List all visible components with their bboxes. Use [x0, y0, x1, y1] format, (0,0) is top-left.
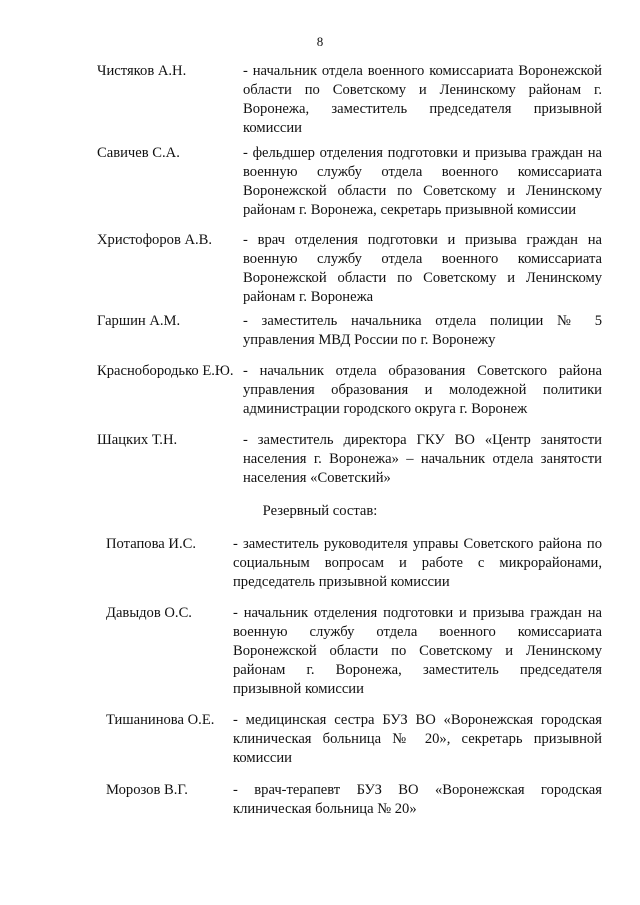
member-name: Савичев С.А. [97, 145, 180, 161]
member-description: - начальник отдела военного комиссариата Воронежской области по Советскому и Ленинскому районам г. Воронежа, заместитель председателя призывной комиссии [243, 63, 602, 136]
member-name: Краснобородько Е.Ю. [97, 363, 234, 379]
member-name: Морозов В.Г. [106, 782, 188, 798]
member-name: Христофоров А.В. [97, 232, 213, 248]
member-description: - начальник отделения подготовки и призыва граждан на военную службу отдела военного комиссариата Воронежской области по Советскому и Ленинскому районам г. Воронежа, заместитель председателя призывной комиссии [233, 605, 602, 697]
member-name: Шацких Т.Н. [97, 432, 178, 448]
member-description: - врач-терапевт БУЗ ВО «Воронежская городская клиническая больница № 20» [233, 782, 602, 817]
member-name: Потапова И.С. [106, 536, 196, 552]
member-name: Чистяков А.Н. [97, 63, 187, 79]
member-description: - медицинская сестра БУЗ ВО «Воронежская городская клиническая больница № 20», секретарь призывной комиссии [233, 712, 602, 766]
member-description: - начальник отдела образования Советского района управления образования и молодежной политики администрации городского округа г. Воронеж [243, 363, 602, 417]
member-description: - фельдшер отделения подготовки и призыва граждан на военную службу отдела военного комиссариата Воронежской области по Советскому и Ленинскому районам г. Воронежа, секретарь призывной комиссии [243, 145, 602, 218]
member-description: - заместитель начальника отдела полиции № 5 управления МВД России по г. Воронежу [243, 313, 602, 348]
member-name: Гаршин А.М. [97, 313, 181, 329]
member-name: Тишанинова О.Е. [106, 712, 215, 728]
member-description: - заместитель руководителя управы Советского района по социальным вопросам и работе с микрорайонами, председатель призывной комиссии [233, 536, 602, 590]
page-number: 8 [316, 34, 324, 49]
member-description: - врач отделения подготовки и призыва граждан на военную службу отдела военного комиссариата Воронежской области по Советскому и Ленинскому районам г. Воронежа [243, 232, 602, 305]
member-name: Давыдов О.С. [106, 605, 192, 621]
member-description: - заместитель директора ГКУ ВО «Центр занятости населения г. Воронежа» – начальник отдела занятости населения «Советский» [243, 432, 602, 486]
reserve-section-title: Резервный состав: [262, 503, 378, 519]
